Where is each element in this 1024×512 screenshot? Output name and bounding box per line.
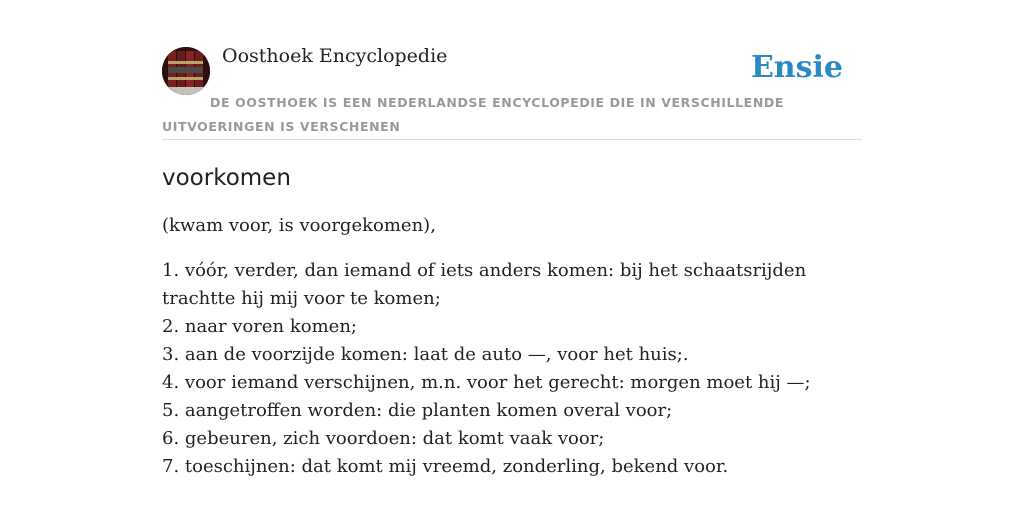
site-title[interactable]: Oosthoek Encyclopedie: [222, 45, 448, 67]
definition-item: 4. voor iemand verschijnen, m.n. voor het gerecht: morgen moet hij —;: [162, 372, 811, 393]
books-image: [162, 47, 210, 95]
definition-item: 7. toeschijnen: dat komt mij vreemd, zonderling, bekend voor.: [162, 456, 729, 477]
entry-content: [162, 160, 862, 481]
definition-list: [162, 257, 862, 481]
definition-item: 6. gebeuren, zich voordoen: dat komt vaak voor;: [162, 428, 605, 449]
definition-item: 3. aan de voorzijde komen: laat de auto —, voor het huis;.: [162, 344, 689, 365]
header-divider: [162, 139, 862, 140]
ensie-logo-link[interactable]: Ensie: [750, 50, 843, 85]
encyclopedia-books-avatar[interactable]: [162, 47, 210, 95]
definition-item: 5. aangetroffen worden: die planten komen overal voor;: [162, 400, 673, 421]
site-tagline: DE OOSTHOEK IS EEN NEDERLANDSE ENCYCLOPEDIE DIE IN VERSCHILLENDE UITVOERINGEN IS VERSCHENEN: [162, 95, 784, 134]
definition-item: 2. naar voren komen;: [162, 316, 357, 337]
entry-headword: voorkomen: [162, 165, 291, 191]
entry-forms: (kwam voor, is voorgekomen),: [162, 215, 436, 236]
site-header: [162, 0, 862, 140]
definition-item: 1. vóór, verder, dan iemand of iets anders komen: bij het schaatsrijden trachtte hij mij voor te komen;: [162, 260, 807, 309]
